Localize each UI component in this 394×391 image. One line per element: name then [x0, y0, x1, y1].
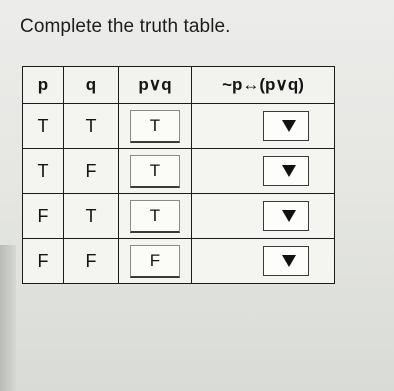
table-row — [23, 194, 335, 239]
table-row — [23, 239, 335, 284]
answer-dropdown[interactable] — [263, 246, 309, 276]
answer-dropdown[interactable] — [263, 201, 309, 231]
cell-expression — [192, 194, 335, 239]
truth-table — [22, 66, 335, 284]
cell-p-or-q — [119, 239, 192, 284]
answer-dropdown[interactable] — [263, 156, 309, 186]
left-shadow — [0, 245, 16, 391]
table-row — [23, 149, 335, 194]
table-row — [23, 104, 335, 149]
cell-p-or-q — [119, 194, 192, 239]
cell-q: T — [64, 104, 119, 149]
header-p-or-q: p∨q — [119, 67, 192, 104]
triangle-down-icon — [282, 255, 296, 267]
header-q: q — [64, 67, 119, 104]
cell-q: F — [64, 149, 119, 194]
cell-expression — [192, 239, 335, 284]
cell-p: T — [23, 149, 64, 194]
p-or-q-value: T — [130, 155, 180, 188]
cell-expression — [192, 104, 335, 149]
cell-p-or-q — [119, 149, 192, 194]
cell-p: T — [23, 104, 64, 149]
cell-p: F — [23, 194, 64, 239]
p-or-q-value: T — [130, 110, 180, 143]
triangle-down-icon — [282, 210, 296, 222]
answer-dropdown[interactable] — [263, 111, 309, 141]
cell-p: F — [23, 239, 64, 284]
cell-p-or-q — [119, 104, 192, 149]
header-expression: ~p↔(p∨q) — [192, 67, 335, 104]
instruction-text: Complete the truth table. — [20, 16, 231, 37]
cell-q: F — [64, 239, 119, 284]
cell-q: T — [64, 194, 119, 239]
cell-expression — [192, 149, 335, 194]
header-p: p — [23, 67, 64, 104]
p-or-q-value: T — [130, 200, 180, 233]
table-header-row — [23, 67, 335, 104]
p-or-q-value: F — [130, 245, 180, 278]
triangle-down-icon — [282, 165, 296, 177]
triangle-down-icon — [282, 120, 296, 132]
